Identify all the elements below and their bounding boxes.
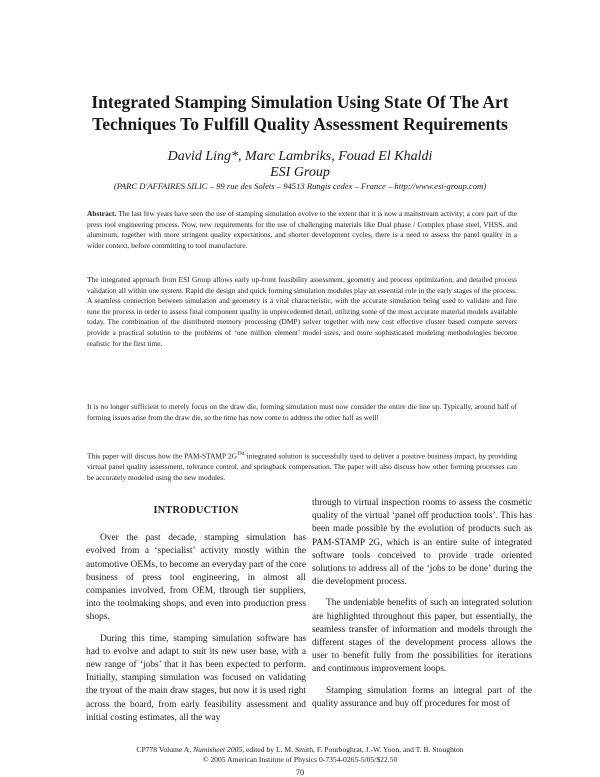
copyright-line: © 2005 American Institute of Physics 0-7354-0265-5/05/$22.50: [202, 755, 398, 764]
citation-prefix: CP778 Volume A,: [136, 745, 194, 754]
citation-editors: , edited by L. M. Smith, F. Pourboghrat, J.-W. Yoon, and T. B. Stoughton: [242, 745, 464, 754]
page-number: 70: [295, 768, 305, 777]
abstract-label: Abstract.: [87, 209, 117, 218]
affiliation: (PARC D'AFFAIRES SILIC – 99 rue des Solets – 94513 Rungis cedex – France – http://www.esi-group.com): [113, 181, 487, 191]
publication-footer: [60, 745, 540, 765]
abstract-text-4b: integrated solution is successfully used to deliver a positive business impact, by providing virtual panel quality assessment, tolerance control, and springback compensation. The paper will also discuss how other forming processes can be accurately modeled using the new modules.: [87, 451, 518, 482]
author-list: David Ling*, Marc Lambriks, Fouad El Khaldi: [167, 149, 433, 164]
abstract-text-4a: This paper will discuss how the PAM-STAMP 2G: [87, 451, 238, 461]
citation-line: [60, 745, 540, 755]
intro-paragraph-5: Stamping simulation forms an integral part of the quality assurance and buy off procedures for most of: [312, 685, 532, 709]
intro-paragraph-4: The undeniable benefits of such an integrated solution are highlighted throughout this paper, but essentially, the seamless transfer of information and models through the different stages of the development process allows the user to benefit fully from the possibilities for iterations and continuous improvement loops.: [312, 598, 532, 675]
intro-paragraph-3: through to virtual inspection rooms to assess the cosmetic quality of the virtual ‘panel off production tools’. This has been made possible by the evolution of products such as PAM-STAMP 2G, which is an entire suite of integrated software tools conceived to provide trade oriented solutions to address all of the ‘jobs to be done’ during the die development process.: [312, 498, 532, 588]
title-line-2: Techniques To Fulfill Quality Assessment Requirements: [92, 114, 508, 134]
abstract-paragraph-4: [87, 450, 517, 483]
abstract-text-1: The last few years have seen the use of stamping simulation evolve to the extent that it is now a mainstream activity; a core part of the press tool engineering process. Now, new requirements for the use of challenging materials like Dual phase / Complex phase steel, VHSS, and aluminum, together with more stringent quality expectations, and shorter development cycles, there is a need to assess the panel quality in a wider context, before committing to tool manufacture.: [87, 209, 518, 250]
trademark-symbol: TM: [237, 452, 245, 457]
paper-title: [60, 91, 540, 135]
right-column: [312, 497, 532, 719]
abstract-paragraph-2: The integrated approach from ESI Group allows early up-front feasibility assessment, geometry and process optimization, and detailed process validation all within one system. Rapid die design and quick forming simulation modules play an essential role in the early stages of the process. A seamless connection between simulation and geometry is a vital characteristic, with the accurate simulation being used to validate and fine tune the process in order to assess final component quality in unprecedented detail, utilizing some of the most accurate material models available today. The combination of the distributed memory processing (DMP) solver together with new cost effective cluster based compute servers provide a practical solution to the problems of ‘one million element’ model sizes, and more sophisticated modeling methodologies become realistic for the first time.: [87, 275, 517, 348]
organization: ESI Group: [270, 165, 330, 180]
abstract-paragraph-3: It is no longer sufficient to merely focus on the draw die, forming simulation must now consider the entire die line up. Typically, around half of forming issues arise from the draw die, so the time has now come to address the other half as well!: [87, 402, 517, 422]
abstract-paragraph-1: [87, 209, 517, 251]
intro-paragraph-2: During this time, stamping simulation software has had to evolve and adapt to suit its new user base, with a new range of ‘jobs’ that it has been expected to perform. Initially, stamping simulation was focused on validating the tryout of the main draw stages, but now it is used right across the board, from early feasibility assessment and initial costing estimates, all the way: [86, 633, 306, 723]
section-heading-introduction: INTRODUCTION: [153, 505, 239, 516]
left-column: [86, 496, 306, 733]
title-line-1: Integrated Stamping Simulation Using State Of The Art: [91, 92, 509, 112]
proceedings-name: Numisheet 2005: [193, 745, 243, 754]
intro-paragraph-1: Over the past decade, stamping simulation has evolved from a ‘specialist’ activity mostly within the automotive OEMs, to become an everyday part of the core business of press tool engineering, in almost all companies involved, from OEM, through tier suppliers, into the toolmaking shops, and even into production press shops.: [86, 533, 306, 623]
